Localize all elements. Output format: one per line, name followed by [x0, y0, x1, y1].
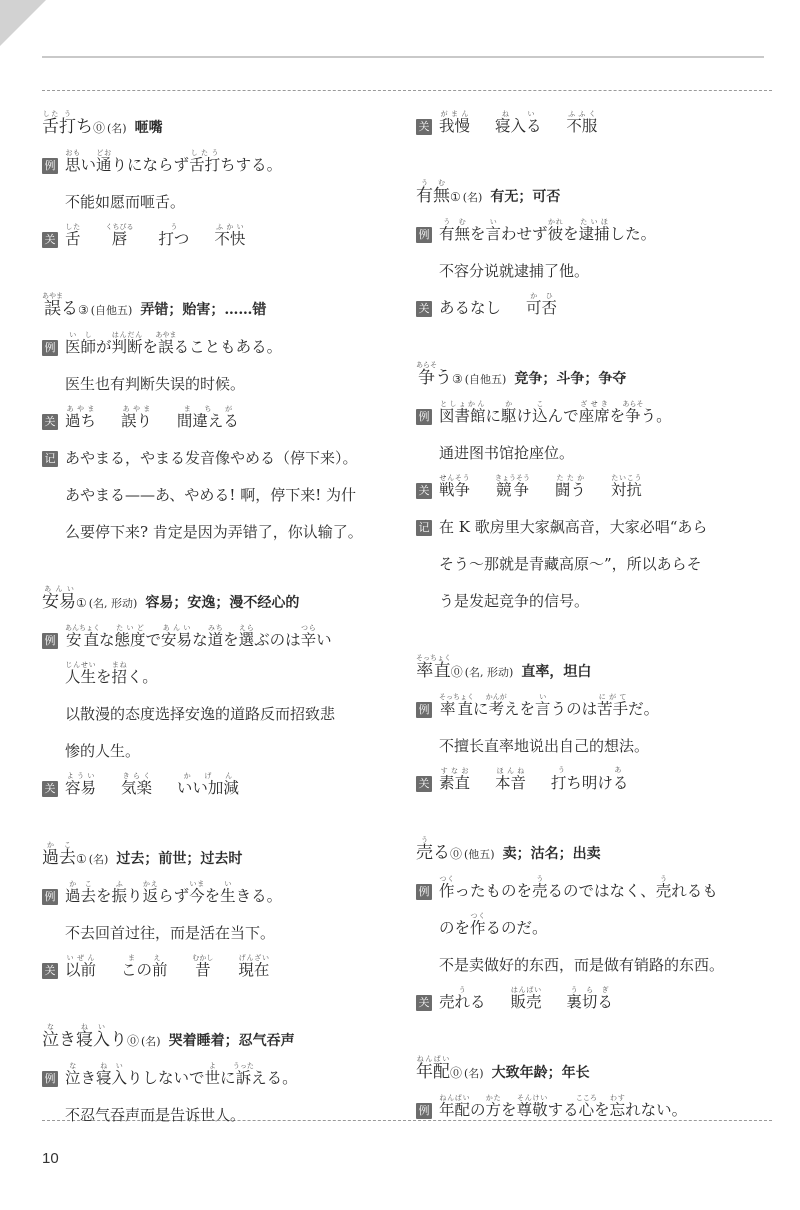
related-word: 打つう: [158, 223, 190, 248]
entry-umu: [416, 177, 766, 327]
headword-line: [416, 834, 766, 873]
related-word: 不快ふかい: [214, 223, 246, 248]
memory-note: あやまる，やまる发音像やめる（停下来）。: [65, 449, 358, 467]
example-line: [416, 398, 766, 435]
entry-kako: [42, 839, 392, 989]
related-word: 舌した: [65, 223, 81, 248]
related-word: 戦争せんそう: [439, 474, 471, 499]
headword: 年配ねんぱい: [416, 1055, 450, 1082]
related-words: [439, 984, 633, 1021]
part-of-speech: (名, 形动): [88, 597, 138, 610]
entry-nakineiri-related: [416, 108, 766, 145]
headword-line: [416, 652, 766, 691]
related-line: [416, 472, 766, 509]
headword: 争あらそう: [416, 361, 452, 388]
headword: 安易あんい: [42, 585, 76, 612]
related-word: 対抗たいこう: [610, 474, 642, 499]
example-badge: 例: [416, 702, 432, 718]
example-sentence-cont: 人生じんせいを招まねく。: [65, 661, 158, 686]
translation: 不忍气吞声而是告诉世人。: [65, 1106, 246, 1124]
example-sentence: 安直あんちょくな態度たいどで安易あんいな道みちを選えらぶのは辛つらい: [65, 624, 332, 649]
translation: 不能如愿而咂舌。: [65, 193, 186, 211]
related-word: 間違えるまちが: [176, 405, 239, 430]
accent-mark: ⓪: [127, 1034, 140, 1048]
example-sentence: 過去かこを振ふり返かえらず今いまを生いきる。: [65, 880, 283, 905]
example-line: [416, 216, 766, 253]
related-word: 競争きょうそう: [494, 474, 530, 499]
memory-note-cont: う是发起竞争的信号。: [439, 592, 590, 610]
example-line: [42, 329, 392, 366]
related-line: [42, 952, 392, 989]
related-word: いい加減かげん: [176, 772, 239, 797]
related-badge: 关: [416, 483, 432, 499]
example-sentence: 図書館としょかんに駆かけ込こんで座席ざせきを争あらそう。: [439, 400, 672, 425]
top-dashed-rule: [42, 90, 772, 91]
example-line: [42, 147, 392, 184]
related-word: 素直すなお: [439, 767, 471, 792]
entry-socchoku: [416, 652, 766, 802]
related-words: [65, 403, 259, 440]
headword-line: [42, 1021, 392, 1060]
related-badge: 关: [416, 119, 432, 135]
accent-mark: ⓪: [450, 1066, 463, 1080]
headword: 売うる: [416, 836, 450, 863]
related-word: 我慢がまん: [439, 110, 471, 135]
related-words: [439, 765, 648, 802]
page-number: 10: [42, 1150, 59, 1167]
headword-line: [42, 290, 392, 329]
headword-line: [416, 1053, 766, 1092]
entry-uru: [416, 834, 766, 1021]
entry-ani: [42, 583, 392, 807]
related-word: 売れるう: [439, 986, 486, 1011]
header-rule: [42, 56, 764, 58]
example-sentence: 作つくったものを売うるのではなく、売うれるも: [439, 875, 718, 900]
accent-mark: ③: [452, 372, 463, 386]
part-of-speech: (自他五): [464, 373, 507, 386]
related-badge: 关: [416, 301, 432, 317]
headword: 過去かこ: [42, 841, 76, 868]
headword-line: [42, 583, 392, 622]
headword-line: [416, 359, 766, 398]
related-words: [65, 221, 265, 258]
example-badge: 例: [42, 340, 58, 356]
example-sentence: 有無うむを言いわせず彼かれを逮捕たいほした。: [439, 218, 657, 243]
memory-note: 在 K 歌房里大家飙高音，大家必唱“あら: [439, 518, 708, 536]
example-badge: 例: [416, 227, 432, 243]
example-badge: 例: [42, 1071, 58, 1087]
related-word: 本音ほんね: [494, 767, 526, 792]
related-word: 過ちあやま: [65, 405, 97, 430]
note-line: [416, 509, 766, 546]
accent-mark: ①: [76, 596, 87, 610]
related-word: 唇くちびる: [105, 223, 134, 248]
related-word: 打ち明けるう あ: [550, 766, 629, 792]
meaning: 容易；安逸；漫不经心的: [145, 595, 300, 611]
related-word: 容易ようい: [65, 772, 97, 797]
example-sentence: 医師いしが判断はんだんを誤あやまることもある。: [65, 331, 283, 356]
example-badge: 例: [42, 889, 58, 905]
example-badge: 例: [416, 884, 432, 900]
example-sentence: 年配ねんぱいの方かたを尊敬そんけいする心こころを忘わすれない。: [439, 1094, 688, 1119]
translation: 以散漫的态度选择安逸的道路反而招致悲: [65, 705, 336, 723]
related-line: [42, 403, 392, 440]
accent-mark: ①: [76, 852, 87, 866]
headword: 舌した打うち: [42, 110, 93, 137]
left-column: [42, 108, 392, 1166]
meaning: 过去；前世；过去时: [116, 851, 243, 867]
part-of-speech: (名): [141, 1035, 161, 1048]
meaning: 咂嘴: [134, 120, 163, 136]
related-word: 販売はんばい: [510, 986, 542, 1011]
note-line: [42, 440, 392, 477]
translation-cont: 惨的人生。: [65, 742, 141, 760]
right-column: [416, 108, 766, 1161]
related-word: 寝入るねい: [494, 110, 542, 135]
example-badge: 例: [416, 1103, 432, 1119]
entry-arasou: [416, 359, 766, 620]
example-line: [416, 1092, 766, 1129]
related-line: [42, 221, 392, 258]
part-of-speech: (名): [462, 191, 483, 204]
related-line: [416, 290, 766, 327]
example-line: [42, 1060, 392, 1097]
headword-line: [42, 108, 392, 147]
related-badge: 关: [42, 963, 58, 979]
accent-mark: ⓪: [93, 121, 106, 135]
related-line: [42, 770, 392, 807]
related-words: [439, 108, 617, 145]
translation: 不容分说就逮捕了他。: [439, 262, 590, 280]
related-badge: 关: [42, 781, 58, 797]
meaning: 有无；可否: [490, 189, 561, 205]
example-line: [42, 622, 392, 659]
related-badge: 关: [42, 414, 58, 430]
related-line: [416, 984, 766, 1021]
meaning: 大致年龄；年长: [491, 1065, 590, 1081]
part-of-speech: (他五): [464, 848, 495, 861]
related-line: [416, 108, 766, 145]
related-word: 可否かひ: [525, 292, 557, 317]
translation: 医生也有判断失误的时候。: [65, 375, 246, 393]
related-word: 裏切るうらぎ: [566, 986, 613, 1011]
related-word: 現在げんざい: [238, 954, 270, 979]
headword: 有無うむ: [416, 179, 450, 206]
meaning: 直率，坦白: [521, 664, 592, 680]
related-word: 気楽きらく: [120, 772, 152, 797]
example-line: [416, 691, 766, 728]
memory-note-cont: 么要停下来? 肯定是因为弄错了，你认输了。: [65, 523, 363, 541]
example-sentence-cont: のを作つくるのだ。: [439, 912, 548, 937]
related-word: 昔むかし: [192, 954, 214, 979]
related-word: 不服ふふく: [566, 110, 598, 135]
example-badge: 例: [42, 158, 58, 174]
meaning: 卖；沽名；出卖: [502, 846, 601, 862]
example-sentence: 思おもい通どおりにならず舌打したうちする。: [65, 149, 283, 174]
page-corner-decoration: [0, 0, 46, 46]
part-of-speech: (名): [464, 1067, 484, 1080]
memory-note-cont: あやまる——あ、やめる! 啊，停下来! 为什: [65, 486, 356, 504]
entry-nenpai: [416, 1053, 766, 1129]
example-badge: 例: [42, 633, 58, 649]
related-words: [439, 472, 662, 509]
part-of-speech: (名, 形动): [464, 666, 514, 679]
translation: 不擅长直率地说出自己的想法。: [439, 737, 650, 755]
example-sentence: 率直そっちょくに考かんがえを言いうのは苦手にがてだ。: [439, 693, 660, 718]
headword: 率直そっちょく: [416, 654, 451, 681]
accent-mark: ⓪: [450, 847, 463, 861]
example-badge: 例: [416, 409, 432, 425]
meaning: 弄错；贻害；……错: [140, 302, 267, 318]
related-words: [439, 290, 577, 327]
headword: 泣なき寝入ねいり: [42, 1023, 127, 1050]
related-words: [65, 770, 259, 807]
accent-mark: ⓪: [450, 665, 463, 679]
related-word: あるなし: [439, 299, 502, 317]
related-word: 誤りあやま: [120, 405, 152, 430]
part-of-speech: (名): [88, 853, 109, 866]
related-word: 以前いぜん: [65, 954, 97, 979]
part-of-speech: (名): [107, 122, 127, 135]
meaning: 竞争；斗争；争夺: [514, 371, 627, 387]
related-word: この前まえ: [120, 954, 168, 979]
related-badge: 关: [42, 232, 58, 248]
entry-nakineiri: [42, 1021, 392, 1134]
accent-mark: ①: [450, 190, 461, 204]
entry-shitauchi: [42, 108, 392, 258]
headword-line: [416, 177, 766, 216]
translation: 不去回首过往，而是活在当下。: [65, 924, 276, 942]
entry-ayamaru: [42, 290, 392, 551]
example-line: [416, 873, 766, 910]
related-badge: 关: [416, 776, 432, 792]
related-words: [65, 952, 289, 989]
example-sentence: 泣なき寝入ねいりしないで世よに訴うったえる。: [65, 1062, 298, 1087]
accent-mark: ③: [78, 303, 89, 317]
related-badge: 关: [416, 995, 432, 1011]
headword-line: [42, 839, 392, 878]
meaning: 哭着睡着；忍气吞声: [168, 1033, 295, 1049]
related-word: 闘うたたか: [554, 474, 586, 499]
note-badge: 记: [416, 520, 432, 536]
translation: 不是卖做好的东西，而是做有销路的东西。: [439, 956, 725, 974]
memory-note-cont: そう～那就是青藏高原～”，所以あらそ: [439, 555, 702, 573]
part-of-speech: (自他五): [90, 304, 133, 317]
translation: 通进图书馆抢座位。: [439, 444, 575, 462]
related-line: [416, 765, 766, 802]
example-line: [42, 878, 392, 915]
note-badge: 记: [42, 451, 58, 467]
headword: 誤あやまる: [42, 292, 78, 319]
